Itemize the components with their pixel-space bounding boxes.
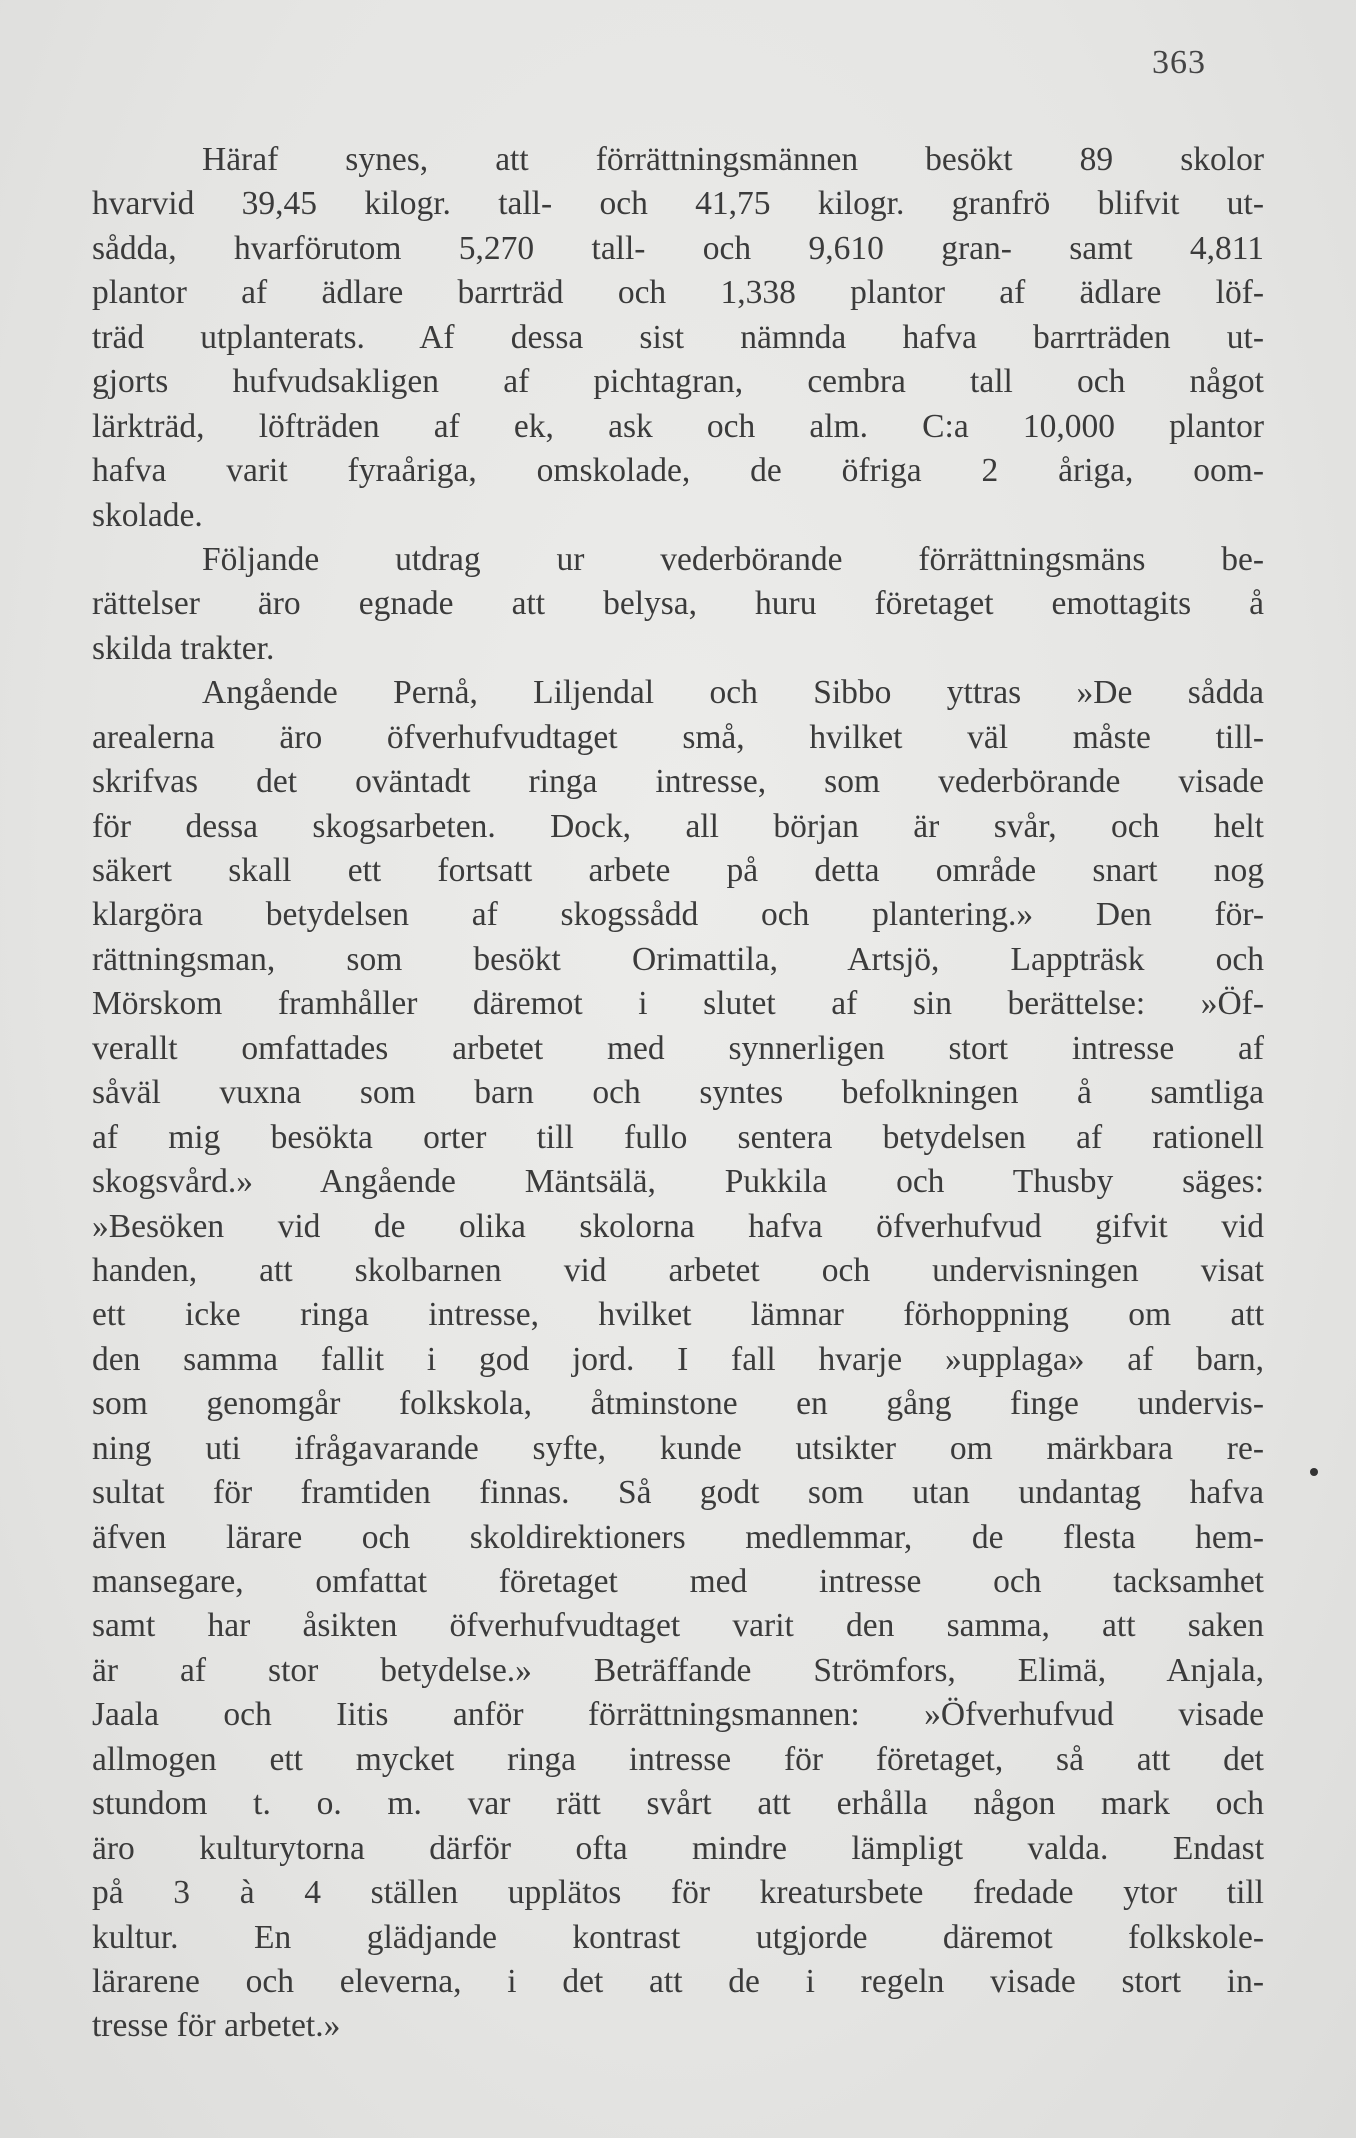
text-line: rättningsman, som besökt Orimattila, Artsjö, Lappträsk och (92, 940, 1264, 978)
text-line: Mörskom framhåller däremot i slutet af sin berättelse: »Öf- (92, 985, 1264, 1023)
text-line: arealerna äro öfverhufvudtaget små, hvilket väl måste till- (92, 718, 1264, 756)
text-line: mansegare, omfattat företaget med intresse och tacksamhet (92, 1563, 1264, 1600)
text-line: gjorts hufvudsakligen af pichtagran, cembra tall och något (92, 363, 1264, 401)
text-line: allmogen ett mycket ringa intresse för företaget, så att det (92, 1740, 1264, 1778)
text-line: rättelser äro egnade att belysa, huru företaget emottagits å (92, 585, 1264, 623)
text-line: klargöra betydelsen af skogssådd och plantering.» Den för- (92, 896, 1264, 934)
text-line: tresse för arbetet.» (92, 2007, 341, 2045)
text-line: plantor af ädlare barrträd och 1,338 plantor af ädlare löf- (92, 274, 1264, 312)
text-line: skrifvas det oväntadt ringa intresse, som vederbörande visade (92, 763, 1264, 801)
text-line: säkert skall ett fortsatt arbete på detta område snart nog (92, 852, 1264, 889)
text-line: samt har åsikten öfverhufvudtaget varit den samma, att saken (92, 1607, 1264, 1645)
text-line: äro kulturytorna därför ofta mindre lämpligt valda. Endast (92, 1829, 1264, 1867)
text-line: för dessa skogsarbeten. Dock, all början är svår, och helt (92, 807, 1264, 845)
text-line: hafva varit fyraåriga, omskolade, de öfriga 2 åriga, oom- (92, 452, 1264, 490)
text-line: skilda trakter. (92, 629, 275, 667)
text-line: på 3 à 4 ställen upplätos för kreatursbete fredade ytor till (92, 1874, 1264, 1912)
text-line: äfven lärare och skoldirektioners medlemmar, de flesta hem- (92, 1518, 1264, 1556)
text-line: såväl vuxna som barn och syntes befolkningen å samtliga (92, 1074, 1264, 1112)
print-speck (1310, 1468, 1318, 1476)
page-number: 363 (1152, 44, 1206, 81)
text-line: hvarvid 39,45 kilogr. tall- och 41,75 kilogr. granfrö blifvit ut- (92, 185, 1264, 223)
text-line: ning uti ifrågavarande syfte, kunde utsikter om märkbara re- (92, 1429, 1264, 1467)
text-line: som genomgår folkskola, åtminstone en gång finge undervis- (92, 1385, 1264, 1423)
text-line: sultat för framtiden finnas. Så godt som utan undantag hafva (92, 1474, 1264, 1512)
text-line: sådda, hvarförutom 5,270 tall- och 9,610 gran- samt 4,811 (92, 229, 1264, 267)
text-line: stundom t. o. m. var rätt svårt att erhålla någon mark och (92, 1785, 1264, 1823)
body-text (92, 138, 1264, 2049)
text-line: Angående Pernå, Liljendal och Sibbo yttras »De sådda (202, 674, 1264, 712)
text-line: handen, att skolbarnen vid arbetet och undervisningen visat (92, 1251, 1264, 1289)
text-line: lärarene och eleverna, i det att de i regeln visade stort in- (92, 1962, 1264, 2000)
text-line: ett icke ringa intresse, hvilket lämnar förhoppning om att (92, 1296, 1264, 1334)
text-line: »Besöken vid de olika skolorna hafva öfverhufvud gifvit vid (92, 1207, 1264, 1245)
text-line: Jaala och Iitis anför förrättningsmannen: »Öfverhufvud visade (92, 1696, 1264, 1734)
text-line: träd utplanterats. Af dessa sist nämnda hafva barrträden ut- (92, 318, 1264, 356)
text-line: skolade. (92, 496, 203, 534)
text-line: Häraf synes, att förrättningsmännen besökt 89 skolor (202, 141, 1264, 178)
text-line: den samma fallit i god jord. I fall hvarje »upplaga» af barn, (92, 1340, 1264, 1378)
text-line: Följande utdrag ur vederbörande förrättningsmäns be- (202, 540, 1264, 578)
text-line: är af stor betydelse.» Beträffande Strömfors, Elimä, Anjala, (92, 1651, 1264, 1689)
text-line: kultur. En glädjande kontrast utgjorde däremot folkskole- (92, 1918, 1264, 1956)
text-line: lärkträd, löfträden af ek, ask och alm. C:a 10,000 plantor (92, 407, 1264, 445)
text-line: af mig besökta orter till fullo sentera betydelsen af rationell (92, 1118, 1264, 1156)
text-line: verallt omfattades arbetet med synnerligen stort intresse af (92, 1029, 1264, 1067)
text-line: skogsvård.» Angående Mäntsälä, Pukkila och Thusby säges: (92, 1163, 1264, 1201)
